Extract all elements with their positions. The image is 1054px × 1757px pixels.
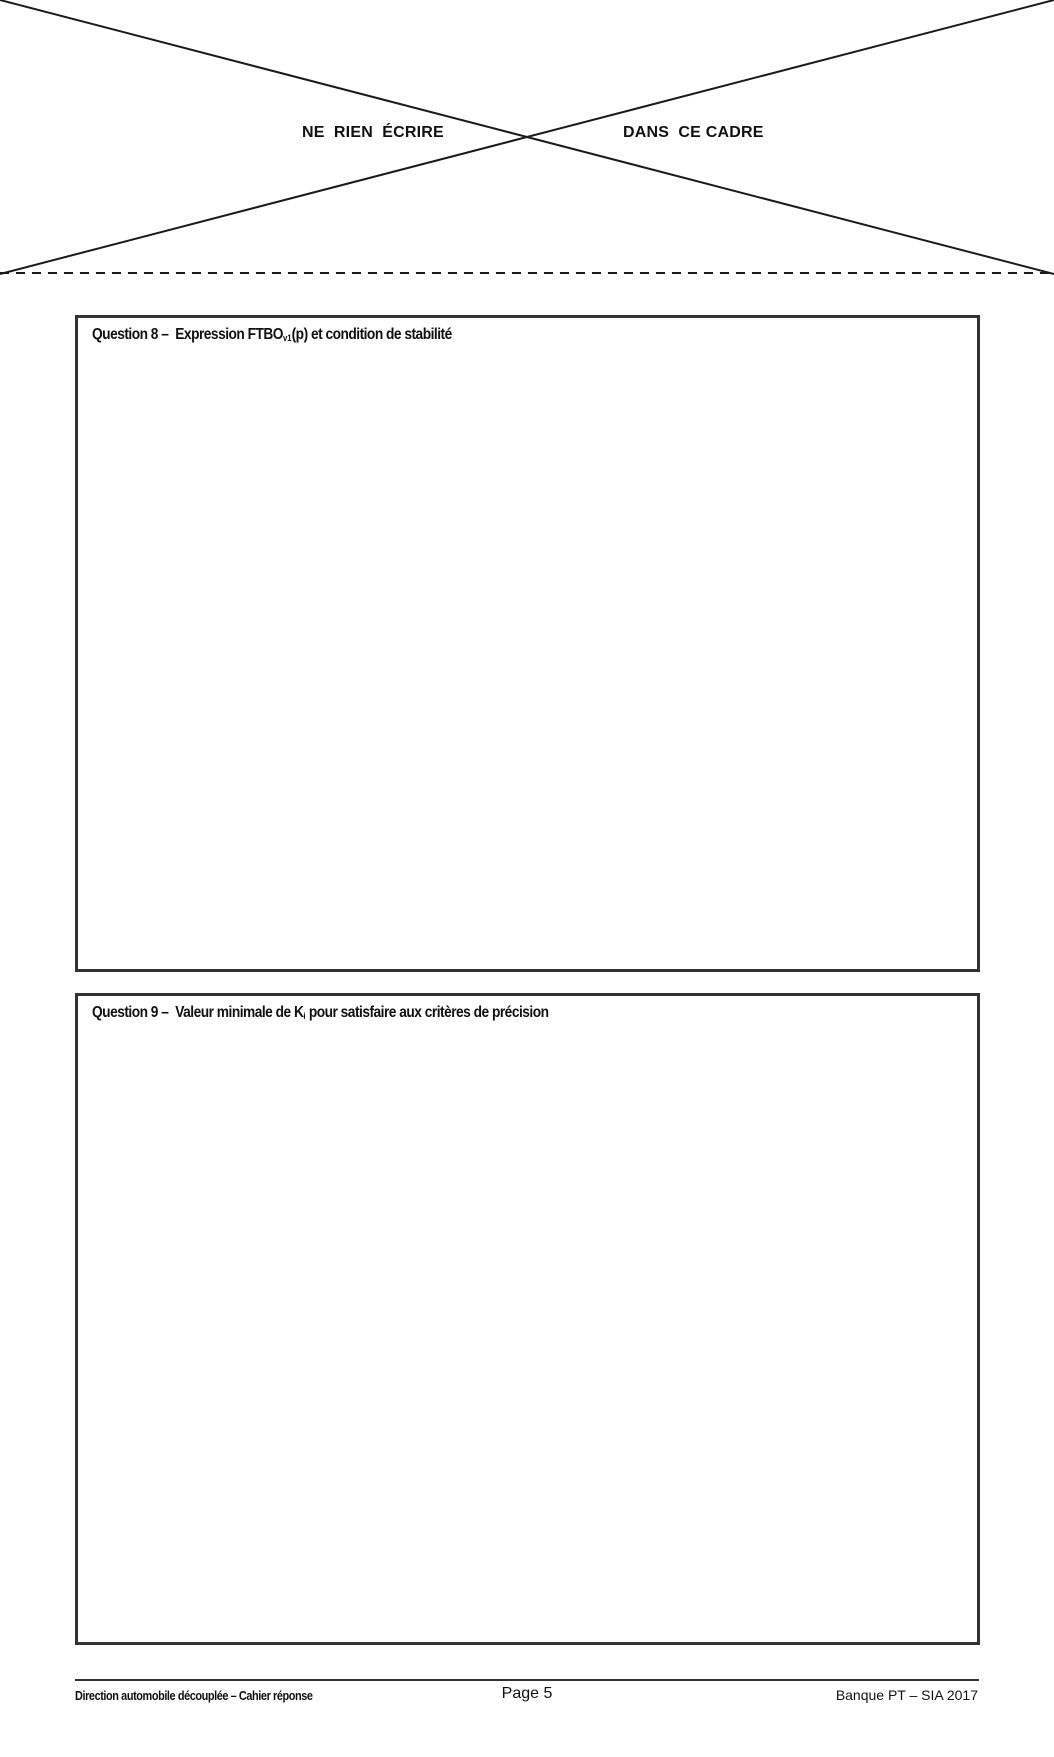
footer-exam-name: Banque PT – SIA 2017 (835, 1687, 978, 1703)
question-8-title (92, 326, 452, 344)
question-8-title-main: Expression FTBO (175, 326, 284, 343)
question-8-number: Question 8 – (92, 326, 169, 343)
no-write-label-left: NE RIEN ÉCRIRE (302, 124, 444, 141)
footer-divider (75, 1679, 979, 1681)
question-9-number: Question 9 – (92, 1004, 169, 1021)
answer-box-question-9[interactable] (75, 993, 980, 1645)
no-write-zone-cross (0, 0, 1054, 280)
question-9-title-rest: pour satisfaire aux critères de précision (305, 1004, 549, 1021)
question-9-title (92, 1004, 548, 1022)
question-9-title-main: Valeur minimale de K (175, 1004, 304, 1021)
footer-page-number-text: Page 5 (501, 1685, 553, 1702)
question-8-title-rest: (p) et condition de stabilité (291, 326, 452, 343)
no-write-label-right: DANS CE CADRE (623, 124, 764, 141)
footer-document-title: Direction automobile découplée – Cahier réponse (75, 1688, 313, 1703)
question-8-title-subscript: v1 (283, 333, 292, 343)
question-9-title-subscript: i (303, 1011, 306, 1021)
answer-box-question-8[interactable] (75, 315, 980, 972)
